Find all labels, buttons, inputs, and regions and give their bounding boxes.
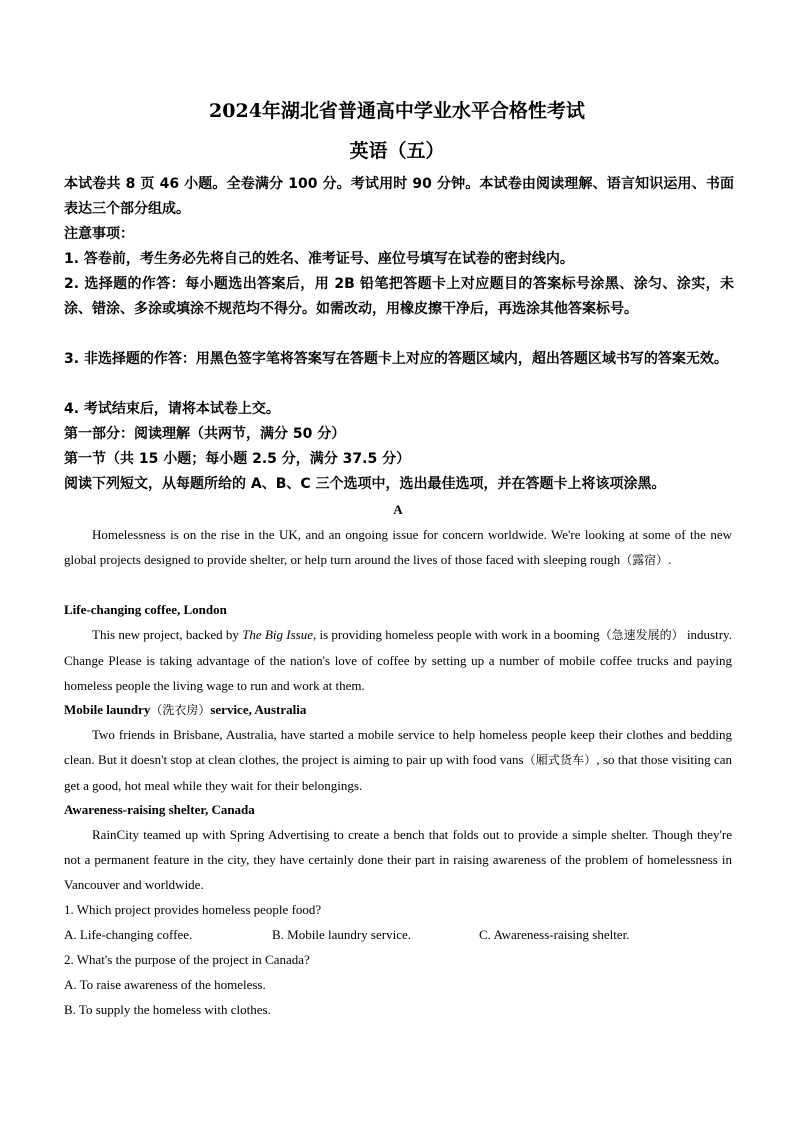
passage-intro-gloss: （露宿） (620, 553, 669, 567)
passage-intro (64, 522, 732, 573)
exam-intro: 本试卷共 8 页 46 小题。全卷满分 100 分。考试用时 90 分钟。本试卷由阅读理解、语言知识运用、书面表达三个部分组成。 (64, 176, 734, 217)
section-heading: 第一节（共 15 小题；每小题 2.5 分，满分 37.5 分） (64, 451, 411, 467)
exam-title: 2024年湖北省普通高中学业水平合格性考试 (209, 100, 585, 122)
answer-option: B. Mobile laundry service. (272, 927, 411, 942)
notice-item: 2. 选择题的作答：每小题选出答案后，用 2B 铅笔把答题卡上对应题目的答案标号涂黑、涂匀、涂实，未涂、错涂、多涂或填涂不规范均不得分。如需改动，用橡皮擦干净后，再选涂其他答案标号。 (64, 276, 734, 317)
paragraph-text: Two friends in Brisbane, Australia, have started a mobile service to help homeless people keep their clothes and bedding clean. But it doesn't stop at clean clothes, the project is aiming to pair up with food vans (64, 727, 732, 767)
magazine-title: The Big Issue (242, 627, 313, 642)
paragraph-text: industry. Change Please is taking advantage of the nation's love of coffee by setting up a number of mobile coffee trucks and paying homeless people the living wage to run and work at them. (64, 627, 732, 693)
part-heading: 第一部分：阅读理解（共两节，满分 50 分） (64, 426, 346, 442)
heading-text: service, Australia (210, 702, 307, 717)
project-paragraph-laundry (64, 722, 732, 798)
answer-option: C. Awareness-raising shelter. (479, 927, 630, 942)
exam-subtitle: 英语（五） (349, 140, 445, 162)
project-heading-shelter: Awareness-raising shelter, Canada (64, 802, 255, 817)
notice-item: 1. 答卷前，考生务必先将自己的姓名、准考证号、座位号填写在试卷的密封线内。 (64, 251, 574, 267)
answer-option: A. To raise awareness of the homeless. (64, 977, 266, 992)
project-paragraph-coffee (64, 622, 732, 698)
question-stem: 2. What's the purpose of the project in Canada? (64, 952, 310, 967)
paragraph-text: This new project, backed by (92, 627, 243, 642)
notice-item: 3. 非选择题的作答：用黑色签字笔将答案写在答题卡上对应的答题区域内，超出答题区域书写的答案无效。 (64, 351, 728, 367)
passage-intro-end: . (668, 552, 672, 567)
project-heading-coffee: Life-changing coffee, London (64, 602, 227, 617)
notice-item: 4. 考试结束后，请将本试卷上交。 (64, 401, 280, 417)
paragraph-text: , is providing homeless people with work in a booming (312, 627, 600, 642)
word-gloss: （洗衣房） (150, 703, 211, 717)
answer-option: A. Life-changing coffee. (64, 927, 193, 942)
paragraph-text: , so that those visiting can get a good, hot meal while they wait for their belongings. (64, 752, 732, 793)
answer-option: B. To supply the homeless with clothes. (64, 1002, 271, 1017)
question-stem: 1. Which project provides homeless people food? (64, 902, 322, 917)
notice-title: 注意事项： (64, 226, 134, 242)
reading-instruction: 阅读下列短文，从每题所给的 A、B、C 三个选项中，选出最佳选项，并在答题卡上将该项涂黑。 (64, 476, 666, 492)
word-gloss: （厢式货车） (523, 753, 597, 767)
project-heading-laundry (64, 697, 732, 723)
word-gloss: （急速发展的） (599, 628, 684, 642)
heading-text: Mobile laundry (64, 702, 151, 717)
passage-intro-text: Homelessness is on the rise in the UK, and an ongoing issue for concern worldwide. We're looking at some of the new global projects designed to provide shelter, or help turn around the lives of those faced with sleeping rough (64, 527, 732, 567)
project-paragraph-shelter: RainCity teamed up with Spring Advertising to create a bench that folds out to provide a simple shelter. Though they're not a permanent feature in the city, they have certainly done their part in raising awareness of the problem of homelessness in Vancouver and worldwide. (64, 827, 732, 892)
passage-label: A (393, 502, 403, 517)
